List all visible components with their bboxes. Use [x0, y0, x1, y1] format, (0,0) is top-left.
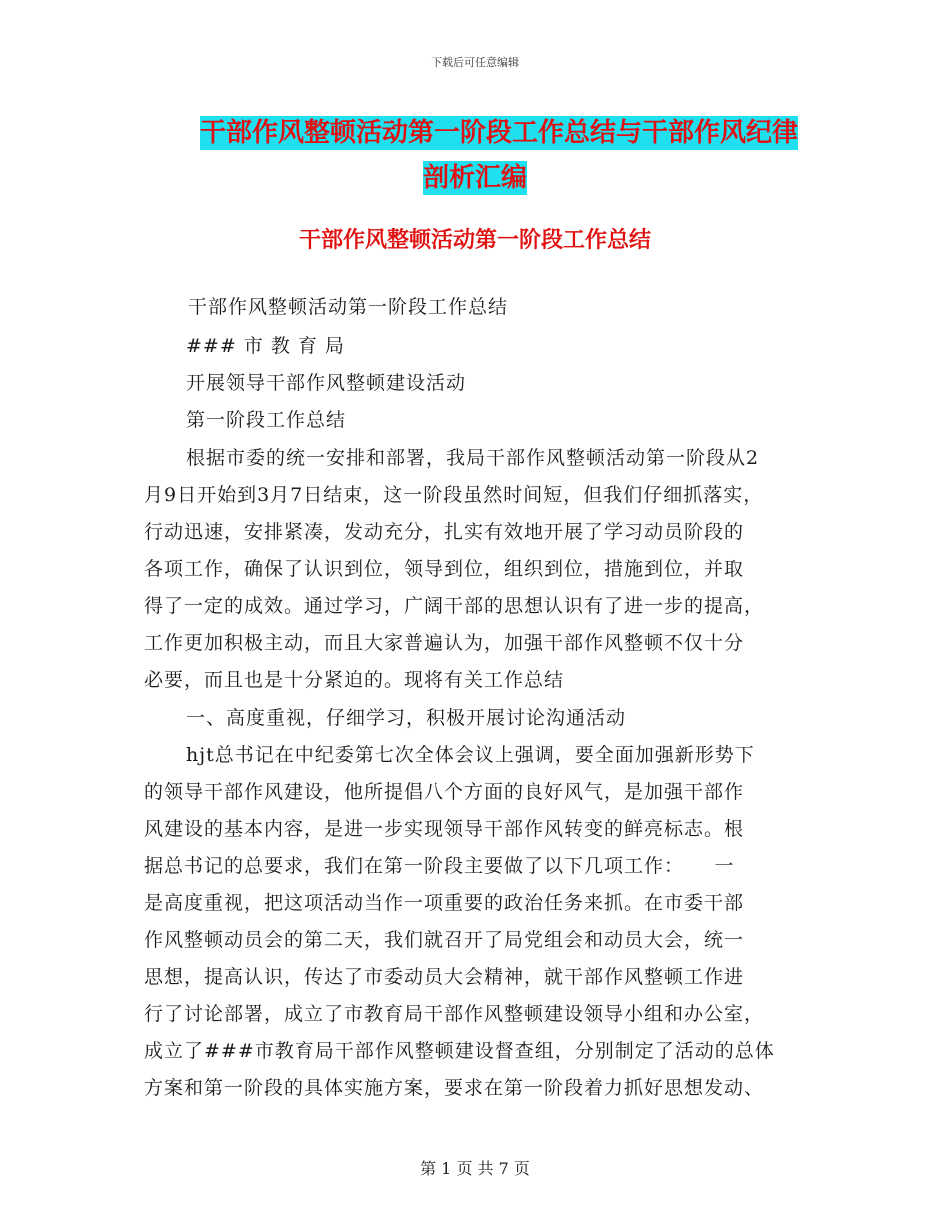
body-line: 思想，提高认识，传达了市委动员大会精神，就干部作风整顿工作进 — [144, 966, 745, 988]
main-title-line2 — [0, 157, 950, 194]
body-line: 据总书记的总要求，我们在第一阶段主要做了以下几项工作： 一 — [144, 855, 735, 877]
body-line: 风建设的基本内容，是进一步实现领导干部作风转变的鲜亮标志。根 — [144, 818, 745, 840]
body-line: 方案和第一阶段的具体实施方案，要求在第一阶段着力抓好思想发动、 — [144, 1077, 765, 1099]
body-line: 作风整顿动员会的第二天，我们就召开了局党组会和动员大会，统一 — [144, 929, 745, 951]
body-line: 的领导干部作风建设，他所提倡八个方面的良好风气，是加强干部作 — [144, 781, 745, 803]
body-line: 干部作风整顿活动第一阶段工作总结 — [188, 296, 509, 318]
section-subtitle: 干部作风整顿活动第一阶段工作总结 — [298, 228, 651, 253]
body-line: 开展领导干部作风整顿建设活动 — [186, 372, 467, 394]
body-line: 行了讨论部署，成立了市教育局干部作风整顿建设领导小组和办公室， — [144, 1003, 765, 1025]
body-line: hjt总书记在中纪委第七次全体会议上强调，要全面加强新形势下 — [186, 744, 755, 766]
header-note: 下载后可任意编辑 — [431, 56, 519, 69]
body-line: 月9日开始到3月7日结束，这一阶段虽然时间短，但我们仔细抓落实， — [144, 484, 764, 506]
body-line: 第一阶段工作总结 — [186, 409, 347, 431]
body-line: 必要，而且也是十分紧迫的。现将有关工作总结 — [144, 669, 565, 691]
body-line: 成立了###市教育局干部作风整顿建设督查组，分别制定了活动的总体 — [144, 1040, 775, 1062]
body-line: 根据市委的统一安排和部署，我局干部作风整顿活动第一阶段从2 — [186, 447, 760, 469]
section-heading: 一、高度重视，仔细学习，积极开展讨论沟通活动 — [186, 707, 627, 729]
page-footer: 第 1 页 共 7 页 — [420, 1159, 530, 1178]
main-title-text-1: 干部作风整顿活动第一阶段工作总结与干部作风纪律 — [199, 118, 798, 148]
body-line: 行动迅速，安排紧凑，发动充分，扎实有效地开展了学习动员阶段的 — [144, 521, 745, 543]
body-line: 得了一定的成效。通过学习，广阔干部的思想认识有了进一步的提高， — [144, 595, 765, 617]
body-line: 是高度重视，把这项活动当作一项重要的政治任务来抓。在市委干部 — [144, 892, 745, 914]
body-line: ### 市 教 育 局 — [186, 335, 345, 357]
body-line: 工作更加积极主动，而且大家普遍认为，加强干部作风整顿不仅十分 — [144, 632, 745, 654]
main-title-text-2: 剖析汇编 — [422, 163, 527, 193]
body-line: 各项工作，确保了认识到位，领导到位，组织到位，措施到位，并取 — [144, 558, 745, 580]
main-title-line1 — [24, 112, 950, 149]
